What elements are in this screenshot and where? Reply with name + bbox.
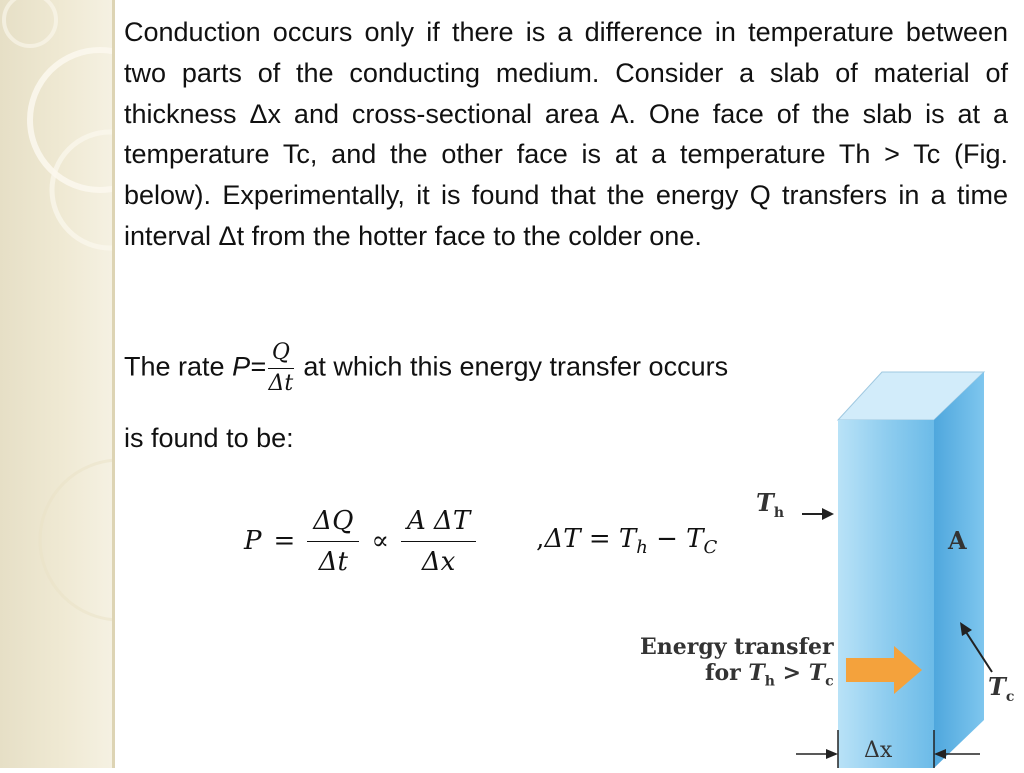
label-area: A: [948, 526, 967, 555]
label-tc-subscript: c: [1005, 688, 1015, 705]
label-energy-tc-sub: c: [825, 673, 834, 690]
label-th: [756, 488, 784, 521]
equation-lhs: P: [244, 526, 262, 556]
label-energy-line2: [640, 660, 834, 689]
label-tc-letter: T: [988, 672, 1006, 701]
slab-side-face: [934, 372, 984, 768]
rate-symbol: P=: [232, 351, 266, 382]
label-th-letter: T: [756, 488, 774, 517]
gradient-numerator: A ΔT: [401, 505, 476, 542]
delta-t-symbol: ΔT: [544, 523, 581, 554]
energy-over-time-fraction: [307, 505, 359, 578]
gradient-fraction: [401, 505, 476, 578]
th-subscript: h: [636, 537, 648, 559]
rate-suffix: at which this energy transfer occurs: [295, 351, 729, 382]
rate-fraction-numerator: Q: [268, 340, 294, 369]
energy-over-time-denominator: Δt: [318, 546, 348, 577]
minus-symbol: −: [647, 523, 687, 554]
gradient-denominator: Δx: [421, 546, 456, 577]
equation-equals: =: [273, 526, 296, 556]
th-symbol: T: [618, 523, 637, 554]
slab-front-face: [838, 420, 934, 768]
label-th-subscript: h: [773, 504, 785, 521]
found-sentence: is found to be:: [124, 423, 294, 453]
label-tc: [988, 672, 1014, 705]
rate-fraction-denominator: Δt: [268, 371, 294, 396]
th-arrow: [802, 508, 834, 520]
rate-prefix: The rate: [124, 351, 233, 382]
definition-equals: =: [580, 523, 619, 554]
label-energy-transfer: [640, 634, 834, 689]
tc-symbol: T: [686, 523, 704, 554]
definition-comma: ,: [536, 523, 545, 554]
label-energy-th-sub: h: [764, 673, 775, 690]
label-energy-gt: >: [774, 660, 809, 686]
intro-paragraph: Conduction occurs only if there is a difference in temperature between two parts of the conducting medium. Consider a slab of material of thickness Δx and cross-sectional area A. One face of the slab is at a temperature Tc, and the other face is at a temperature Th > Tc (Fig. below). Experimentally, it is found that the energy Q transfers in a time interval Δt from the hotter face to the colder one.: [124, 17, 1008, 251]
label-energy-line1: Energy transfer: [640, 634, 834, 660]
energy-over-time-numerator: ΔQ: [307, 505, 359, 542]
tc-subscript: C: [703, 537, 718, 559]
label-energy-for: for: [705, 660, 749, 686]
decorative-sidebar: [0, 0, 115, 768]
label-energy-th: T: [748, 660, 765, 686]
sidebar-swirl-decoration: [0, 0, 112, 768]
slab-figure: [620, 350, 1024, 768]
slab-illustration: [620, 350, 1024, 768]
proportional-symbol: ∝: [371, 526, 389, 556]
label-thickness: Δx: [864, 738, 893, 763]
label-energy-tc: T: [808, 660, 826, 686]
rate-fraction: [268, 340, 294, 397]
